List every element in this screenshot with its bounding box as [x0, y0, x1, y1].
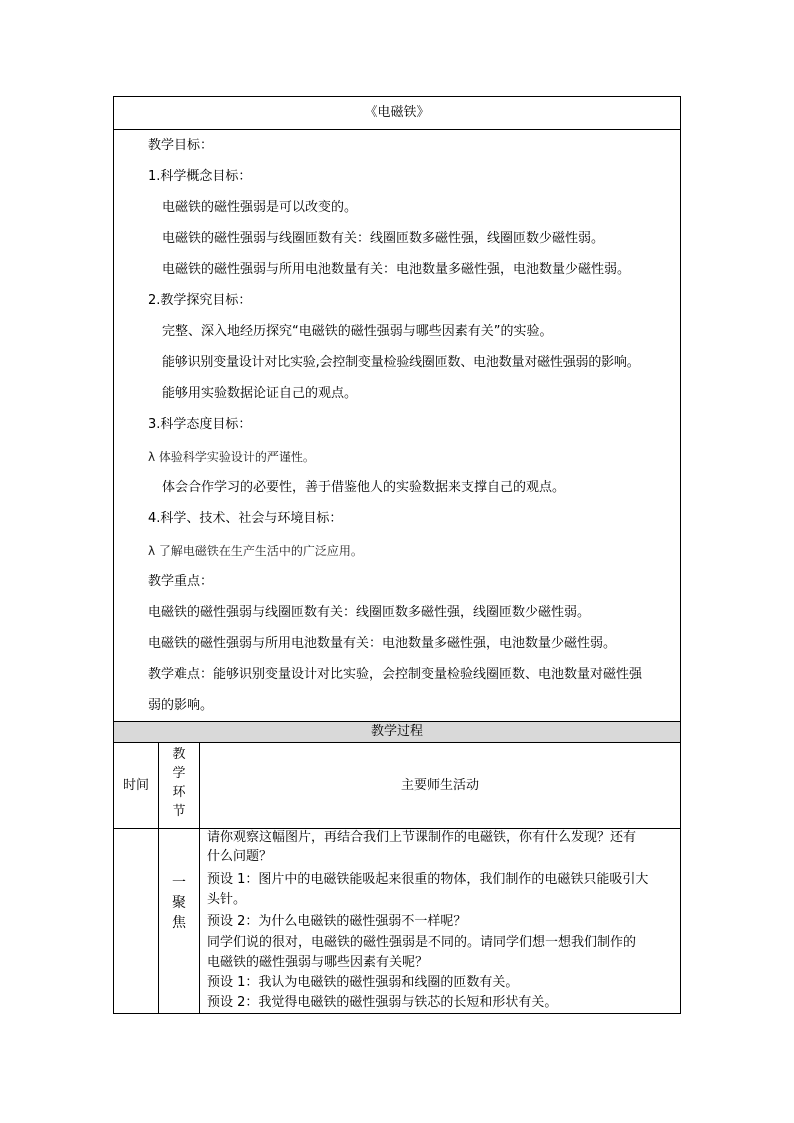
- activity-line: 什么问题？: [207, 849, 273, 864]
- section-title: 1.科学概念目标：: [148, 169, 252, 184]
- difficulty-line: 教学难点：能够识别变量设计对比实验，会控制变量检验线圈匝数、电池数量对磁性强: [148, 667, 643, 682]
- goal-item: 电磁铁的磁性强弱与所用电池数量有关：电池数量多磁性强，电池数量少磁性弱。: [162, 262, 631, 277]
- key-point-item: 电磁铁的磁性强弱与所用电池数量有关：电池数量多磁性强，电池数量少磁性弱。: [148, 636, 617, 651]
- activity-line: 同学们说的很对，电磁铁的磁性强弱是不同的。请同学们想一想我们制作的: [207, 935, 637, 950]
- activity-line: 头针。: [207, 892, 247, 907]
- column-header-time: 时间: [122, 778, 149, 793]
- goal-item: 完整、深入地经历探究“电磁铁的磁性强弱与哪些因素有关”的实验。: [162, 324, 553, 339]
- goal-item: 体会合作学习的必要性，善于借鉴他人的实验数据来支撑自己的观点。: [162, 480, 566, 495]
- goals-heading: 教学目标：: [148, 138, 214, 153]
- lesson-plan-table: [113, 96, 681, 1014]
- activity-line: 预设 1：我认为电磁铁的磁性强弱和线圈的匝数有关。: [207, 975, 519, 990]
- section-title: 2.教学探究目标：: [148, 293, 252, 308]
- goal-item: 电磁铁的磁性强弱是可以改变的。: [162, 200, 358, 215]
- key-point-item: 电磁铁的磁性强弱与线圈匝数有关：线圈匝数多磁性强，线圈匝数少磁性弱。: [148, 605, 591, 620]
- goal-item: λ 体验科学实验设计的严谨性。: [148, 450, 315, 464]
- activity-line: 电磁铁的磁性强弱与哪些因素有关呢？: [207, 955, 429, 970]
- activity-line: 请你观察这幅图片，再结合我们上节课制作的电磁铁，你有什么发现？还有: [207, 830, 637, 845]
- column-header-activity: 主要师生活动: [400, 778, 479, 793]
- section-title: 4.科学、技术、社会与环境目标：: [148, 511, 343, 526]
- document-title: 《电磁铁》: [364, 105, 430, 120]
- process-heading: 教学过程: [370, 724, 423, 739]
- difficulty-line: 弱的影响。: [148, 698, 214, 713]
- activity-line: 预设 1：图片中的电磁铁能吸起来很重的物体，我们制作的电磁铁只能吸引大: [207, 872, 649, 887]
- goal-item: λ 了解电磁铁在生产生活中的广泛应用。: [148, 544, 363, 558]
- key-points-heading: 教学重点：: [148, 574, 214, 589]
- column-header-step: 教学环节: [172, 747, 186, 819]
- goal-item: 能够用实验数据论证自己的观点。: [162, 386, 358, 401]
- goal-item: 电磁铁的磁性强弱与线圈匝数有关：线圈匝数多磁性强，线圈匝数少磁性弱。: [162, 231, 605, 246]
- activity-line: 预设 2：我觉得电磁铁的磁性强弱与铁芯的长短和形状有关。: [207, 995, 558, 1010]
- rule: [114, 129, 680, 130]
- step-label: 一聚焦: [172, 875, 186, 931]
- goal-item: 能够识别变量设计对比实验,会控制变量检验线圈匝数、电池数量对磁性强弱的影响。: [162, 355, 640, 370]
- activity-line: 预设 2：为什么电磁铁的磁性强弱不一样呢？: [207, 914, 467, 929]
- rule: [114, 721, 680, 722]
- section-title: 3.科学态度目标：: [148, 417, 252, 432]
